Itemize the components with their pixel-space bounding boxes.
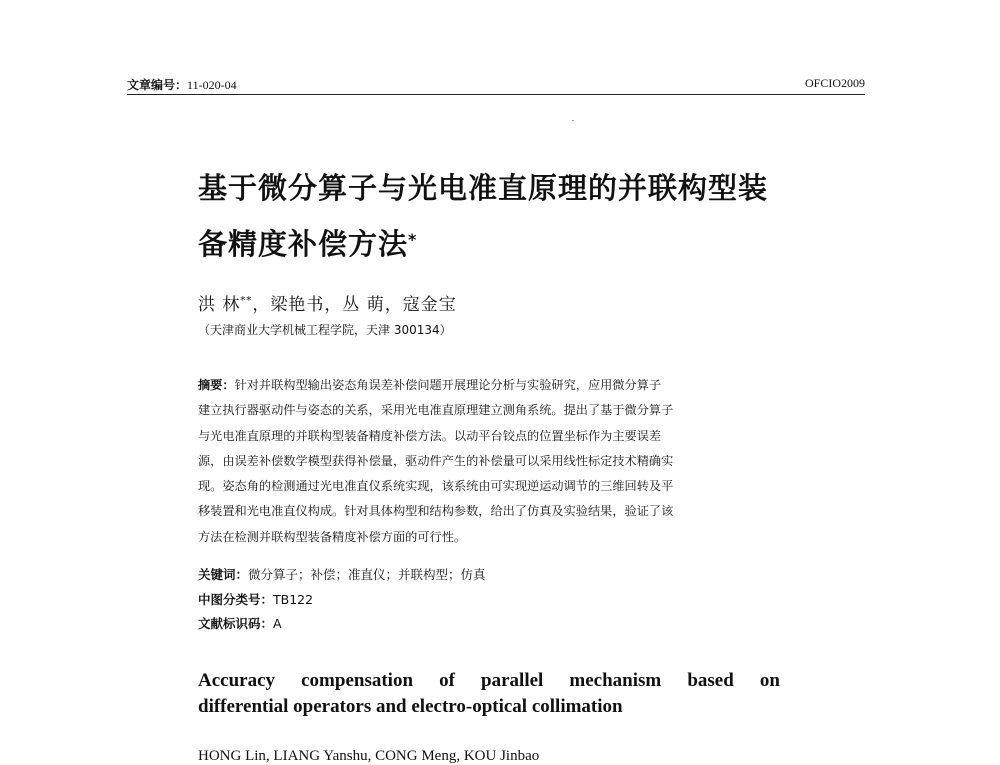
clc-row <box>198 588 486 613</box>
abstract-line: 与光电准直原理的并联构型装备精度补偿方法。以动平台铰点的位置坐标作为主要误差 <box>198 428 662 443</box>
document-code-row <box>198 612 486 637</box>
english-title-word: on <box>759 670 780 691</box>
article-number-value: 11-020-04 <box>187 78 237 92</box>
keywords-row <box>198 563 486 588</box>
article-number-label: 文章编号： <box>127 78 188 92</box>
title-footnote-mark: * <box>408 230 418 249</box>
english-title-word: parallel <box>481 670 544 691</box>
english-title-word: mechanism <box>569 670 662 691</box>
keywords-label: 关键词： <box>198 567 249 582</box>
title-line-1: 基于微分算子与光电准直原理的并联构型装 <box>198 171 769 205</box>
clc-value: TB122 <box>273 591 314 607</box>
running-header <box>127 72 865 94</box>
abstract-line <box>198 373 780 398</box>
clc-label: 中图分类号： <box>198 591 274 607</box>
english-title-word: compensation <box>301 670 414 691</box>
author-list <box>198 290 457 315</box>
paper-metadata <box>198 563 486 637</box>
affiliation: （天津商业大学机械工程学院，天津 300134） <box>198 323 452 337</box>
english-author-list: HONG Lin, LIANG Yanshu, CONG Meng, KOU Jinbao <box>198 748 540 764</box>
author-1-footnote-mark: ** <box>240 295 253 307</box>
english-title-word: of <box>439 670 455 691</box>
document-code-value: A <box>273 616 282 631</box>
english-title-word: Accuracy <box>198 670 276 691</box>
conference-code: OFCIO2009 <box>804 76 865 90</box>
abstract <box>198 373 780 550</box>
abstract-line: 方法在检测并联构型装备精度补偿方面的可行性。 <box>198 529 467 544</box>
english-title-word: based <box>687 670 734 691</box>
abstract-line: 现。姿态角的检测通过光电准直仪系统实现，该系统由可实现逆运动调节的三维回转及平 <box>198 479 674 494</box>
abstract-line: 源，由误差补偿数学模型获得补偿量，驱动件产生的补偿量可以采用线性标定技术精确实 <box>198 453 674 468</box>
abstract-label: 摘要： <box>198 378 235 392</box>
english-title-line-2: differential operators and electro-optical collimation <box>198 696 623 717</box>
english-title <box>198 668 780 720</box>
document-code-label: 文献标识码： <box>198 616 274 631</box>
title-line-2 <box>198 216 798 272</box>
abstract-line: 建立执行器驱动件与姿态的关系，采用光电准直原理建立测角系统。提出了基于微分算子 <box>198 403 674 418</box>
scan-speck <box>572 120 574 121</box>
author-1: 洪 林 <box>198 295 241 315</box>
abstract-text: 针对并联构型输出姿态角误差补偿问题开展理论分析与实验研究，应用微分算子 <box>234 378 662 392</box>
paper-title <box>198 160 798 272</box>
article-number <box>127 76 237 93</box>
other-authors: ，梁艳书，丛 萌，寇金宝 <box>252 295 457 315</box>
english-title-line-1 <box>198 668 780 694</box>
abstract-line: 移装置和光电准直仪构成。针对具体构型和结构参数，给出了仿真及实验结果，验证了该 <box>198 504 674 519</box>
title-line-2-text: 备精度补偿方法 <box>198 227 409 261</box>
keywords-value: 微分算子；补偿；准直仪；并联构型；仿真 <box>248 567 486 582</box>
header-rule <box>127 94 865 95</box>
